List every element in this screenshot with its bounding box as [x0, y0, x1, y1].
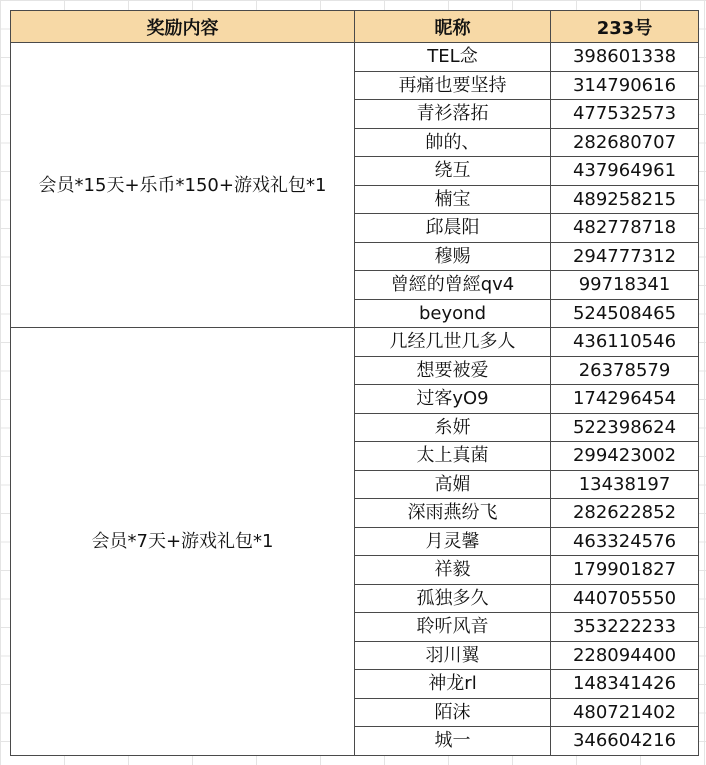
id-233-cell[interactable]: 480721402 [551, 698, 699, 727]
nickname-cell[interactable]: 曾經的曾經qv4 [355, 271, 551, 300]
id-233-cell[interactable]: 463324576 [551, 527, 699, 556]
nickname-cell[interactable]: 太上真菌 [355, 442, 551, 471]
nickname-cell[interactable]: 祥毅 [355, 556, 551, 585]
id-233-cell[interactable]: 436110546 [551, 328, 699, 357]
id-233-cell[interactable]: 353222233 [551, 613, 699, 642]
nickname-cell[interactable]: 糸妍 [355, 413, 551, 442]
id-233-cell[interactable]: 294777312 [551, 242, 699, 271]
nickname-cell[interactable]: TEL念 [355, 43, 551, 72]
id-233-cell[interactable]: 346604216 [551, 727, 699, 756]
id-233-cell[interactable]: 398601338 [551, 43, 699, 72]
nickname-cell[interactable]: 楠宝 [355, 185, 551, 214]
nickname-cell[interactable]: 几经几世几多人 [355, 328, 551, 357]
nickname-cell[interactable]: 城一 [355, 727, 551, 756]
table-row [11, 328, 699, 357]
nickname-cell[interactable]: 孤独多久 [355, 584, 551, 613]
nickname-cell[interactable]: 帥的、 [355, 128, 551, 157]
id-233-cell[interactable]: 477532573 [551, 100, 699, 129]
id-233-cell[interactable]: 174296454 [551, 385, 699, 414]
reward-content-cell[interactable]: 会员*15天+乐币*150+游戏礼包*1 [11, 43, 355, 328]
nickname-cell[interactable]: 青衫落拓 [355, 100, 551, 129]
nickname-cell[interactable]: 陌沫 [355, 698, 551, 727]
id-233-cell[interactable]: 99718341 [551, 271, 699, 300]
id-233-cell[interactable]: 282680707 [551, 128, 699, 157]
id-233-cell[interactable]: 522398624 [551, 413, 699, 442]
id-233-cell[interactable]: 489258215 [551, 185, 699, 214]
nickname-cell[interactable]: 神龙rl [355, 670, 551, 699]
nickname-cell[interactable]: 月灵馨 [355, 527, 551, 556]
id-233-cell[interactable]: 299423002 [551, 442, 699, 471]
id-233-cell[interactable]: 148341426 [551, 670, 699, 699]
nickname-cell[interactable]: 深雨燕纷飞 [355, 499, 551, 528]
header-233-id[interactable]: 233号 [551, 11, 699, 43]
id-233-cell[interactable]: 314790616 [551, 71, 699, 100]
table-body [11, 43, 699, 756]
id-233-cell[interactable]: 437964961 [551, 157, 699, 186]
nickname-cell[interactable]: 邱晨阳 [355, 214, 551, 243]
nickname-cell[interactable]: 穆赐 [355, 242, 551, 271]
header-row [11, 11, 699, 43]
id-233-cell[interactable]: 13438197 [551, 470, 699, 499]
nickname-cell[interactable]: 想要被爱 [355, 356, 551, 385]
id-233-cell[interactable]: 440705550 [551, 584, 699, 613]
id-233-cell[interactable]: 282622852 [551, 499, 699, 528]
nickname-cell[interactable]: 羽川翼 [355, 641, 551, 670]
nickname-cell[interactable]: 过客yO9 [355, 385, 551, 414]
header-nickname[interactable]: 昵称 [355, 11, 551, 43]
reward-winners-table [10, 10, 699, 756]
nickname-cell[interactable]: 聆听风音 [355, 613, 551, 642]
nickname-cell[interactable]: 再痛也要坚持 [355, 71, 551, 100]
nickname-cell[interactable]: 绕互 [355, 157, 551, 186]
id-233-cell[interactable]: 26378579 [551, 356, 699, 385]
id-233-cell[interactable]: 524508465 [551, 299, 699, 328]
table-row [11, 43, 699, 72]
header-reward-content[interactable]: 奖励内容 [11, 11, 355, 43]
id-233-cell[interactable]: 228094400 [551, 641, 699, 670]
id-233-cell[interactable]: 179901827 [551, 556, 699, 585]
nickname-cell[interactable]: beyond [355, 299, 551, 328]
nickname-cell[interactable]: 高媚 [355, 470, 551, 499]
id-233-cell[interactable]: 482778718 [551, 214, 699, 243]
reward-content-cell[interactable]: 会员*7天+游戏礼包*1 [11, 328, 355, 756]
